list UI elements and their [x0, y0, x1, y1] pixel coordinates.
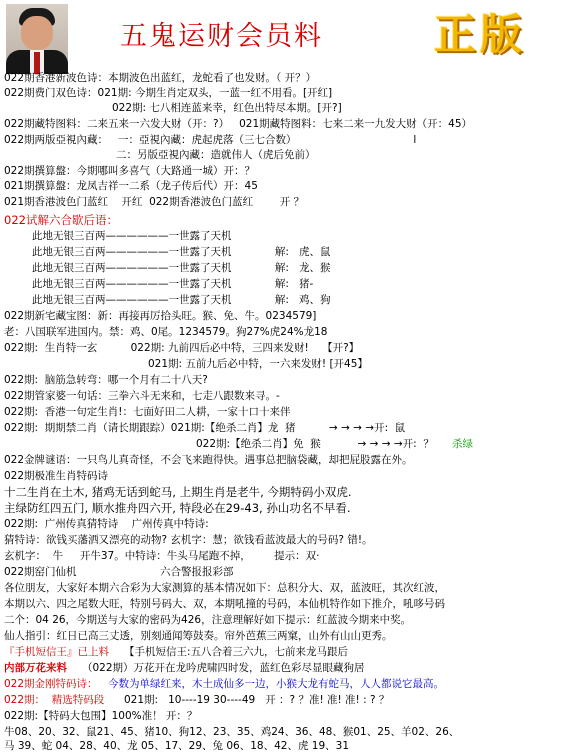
- text-line: 仙人指引：红日已高三丈透，别刻通闻筹鼓奏。帘外芭蕉三两窠，山外有山山更秀。: [4, 630, 393, 642]
- text-line: 杀绿: [452, 438, 473, 450]
- text-line: 『手机短信王』已上料: [4, 646, 109, 658]
- text-line: 022期: 生肖特一玄 022期: 九前四后必中特，三四来发财! 【开?】: [4, 342, 360, 354]
- text-line: 022期: 香港一句定生肖!：七面好田二人耕，一家十口十来伴: [4, 406, 291, 418]
- text-line: 今数为单绿红来，木土成仙多一边，小猴大龙有蛇马，人人都说它最高。: [108, 678, 444, 690]
- text-line: 各位朋友，大家好本期六合彩为大家测算的基本情况如下：总积分大、双，蓝波旺，其次红波，: [4, 582, 445, 594]
- text-line: 此地无银三百两——————一世露了天机 解: 猪-: [32, 278, 314, 290]
- text-line: 022期:【绝杀二肖】免 猴 → → → →开: ？: [196, 438, 441, 450]
- text-line: 022期费门双色诗：021期: 今期生肖定双头，一蓝一红不用看。[开红]: [4, 87, 333, 99]
- text-line: 022期: 广州传真猜特诗 广州传真中特诗:: [4, 518, 209, 530]
- text-line: 022期金刚特码诗：: [4, 678, 98, 690]
- text-line: 老：八国联军进国内。禁：鸡、0尾。1234579。狗27%虎24%龙18: [4, 326, 328, 338]
- text-line: 022期管家婆一句话：三拳六斗无来和，七走八跟数来寻。-: [4, 390, 280, 402]
- text-line: 此地无银三百两——————一世露了天机 解: 鸡、狗: [32, 294, 331, 306]
- text-line: 022期两版亞視內藏： 一：亞視內藏：虎起虎落（三七合数） l: [4, 134, 417, 146]
- text-line: 022期: 七八相连蓝来幸，红色出特尽本期。[开?]: [112, 102, 342, 114]
- genuine-badge: 正版: [434, 10, 527, 59]
- text-line: 内部万花来料: [4, 662, 67, 674]
- text-line: 022期极准生肖特码诗: [4, 470, 109, 482]
- text-line: 牛08、20、32、鼠21、45、猪10、狗12、23、35、鸡24、36、48、猴01、25、羊02、26、: [4, 726, 460, 738]
- text-line: 022试解六合歇后语：: [4, 213, 118, 227]
- text-line: 此地无银三百两——————一世露了天机 解: 龙、猴: [32, 262, 331, 274]
- text-line: 主绿防红四五门, 顺水推舟四六开, 特段必在29-43, 孙山功名不早看.: [4, 501, 351, 515]
- text-line: 021期: 10----19 30----49 开 ：? ？准! 准! 准! : ? ？: [124, 694, 390, 706]
- text-line: 022期: 脑筋急转弯：哪一个月有二十八天?: [4, 374, 208, 386]
- page-title: 五鬼运财会员料: [120, 21, 323, 52]
- text-line: 022期藏特图料：二来五来一六发大财（开：?） 021期藏特图料：七来二来一九发大财（开：45）: [4, 118, 473, 130]
- text-line: 021期撰算盤：龙凤吉祥一二系（龙子传后代）开：45: [4, 180, 258, 192]
- text-line: 二：另版亞視內藏：造就伟人（虎后免前）: [116, 149, 316, 161]
- page-header: [0, 0, 566, 78]
- text-line: 二个：04 26，今期送与大家的密码为426，注意理解好如下提示：红蓝波今期来中奖。: [4, 614, 412, 626]
- text-line: 【手机短信王:五八合着三六九，七前来龙马跟后: [124, 646, 349, 658]
- text-line: 马 39、蛇 04、28、40、龙 05、17、29、兔 06、18、42、虎 19、31: [4, 740, 350, 752]
- text-line: 022期窑门仙机 六合警报报彩部: [4, 566, 234, 578]
- text-line: 022期新宅藏宝图：新：再接再厉拾头旺。猴、免、牛。0234579]: [4, 310, 317, 322]
- text-line: 021期香港波色门蓝红 开红 022期香港波色门蓝红 开 ？: [4, 196, 305, 208]
- text-line: 021期: 五前九后必中特，一六来发财! [开45】: [148, 358, 368, 370]
- text-line: 玄机字： 牛 开牛37。中特诗：牛头马尾跑不掉， 提示：双·: [4, 550, 320, 562]
- text-line: 此地无银三百两——————一世露了天机 解: 虎、鼠: [32, 246, 331, 258]
- text-line: 022期: 期期禁二肖（请长期跟踪）021期:【绝杀二肖】龙 猪 → → → →开: 鼠: [4, 422, 406, 434]
- text-line: （022期）万花开在龙吟虎啸四时发，蓝红色彩尽显眼藏狗居: [82, 662, 365, 674]
- text-line: 猜特诗：欲钱买藩洒又漂亮的动物? 玄机字：慧；欲钱看蓝波最大的号码? 错!。: [4, 534, 373, 546]
- text-line: 十二生肖在土木, 猪鸡无话到蛇马, 上期生肖是老牛, 今期特码小双虎.: [4, 485, 352, 499]
- text-line: 022期： 精选特码段: [4, 694, 105, 706]
- text-line: 022期:【特码大包围】100%准！ 开：？: [4, 710, 198, 722]
- text-line: 022期香港新波色诗：本期波色出蓝红，龙蛇看了也发财。（ 开？）: [4, 72, 317, 84]
- text-line: 022金牌谜语：一只鸟儿真奇怪，不会飞来跑得快。遇事总把脑袋藏，却把屁股露在外。: [4, 454, 413, 466]
- member-photo: [6, 4, 68, 74]
- text-line: 022期撰算盤：今期哪叫多喜气（大路通一城）开：？: [4, 165, 256, 177]
- text-line: 本期以六、四之尾数大旺，特别号码大、双，本期吼撞的号码，本仙机特作如下推介，吼哆号码: [4, 598, 445, 610]
- text-line: 此地无银三百两——————一世露了天机: [32, 230, 232, 242]
